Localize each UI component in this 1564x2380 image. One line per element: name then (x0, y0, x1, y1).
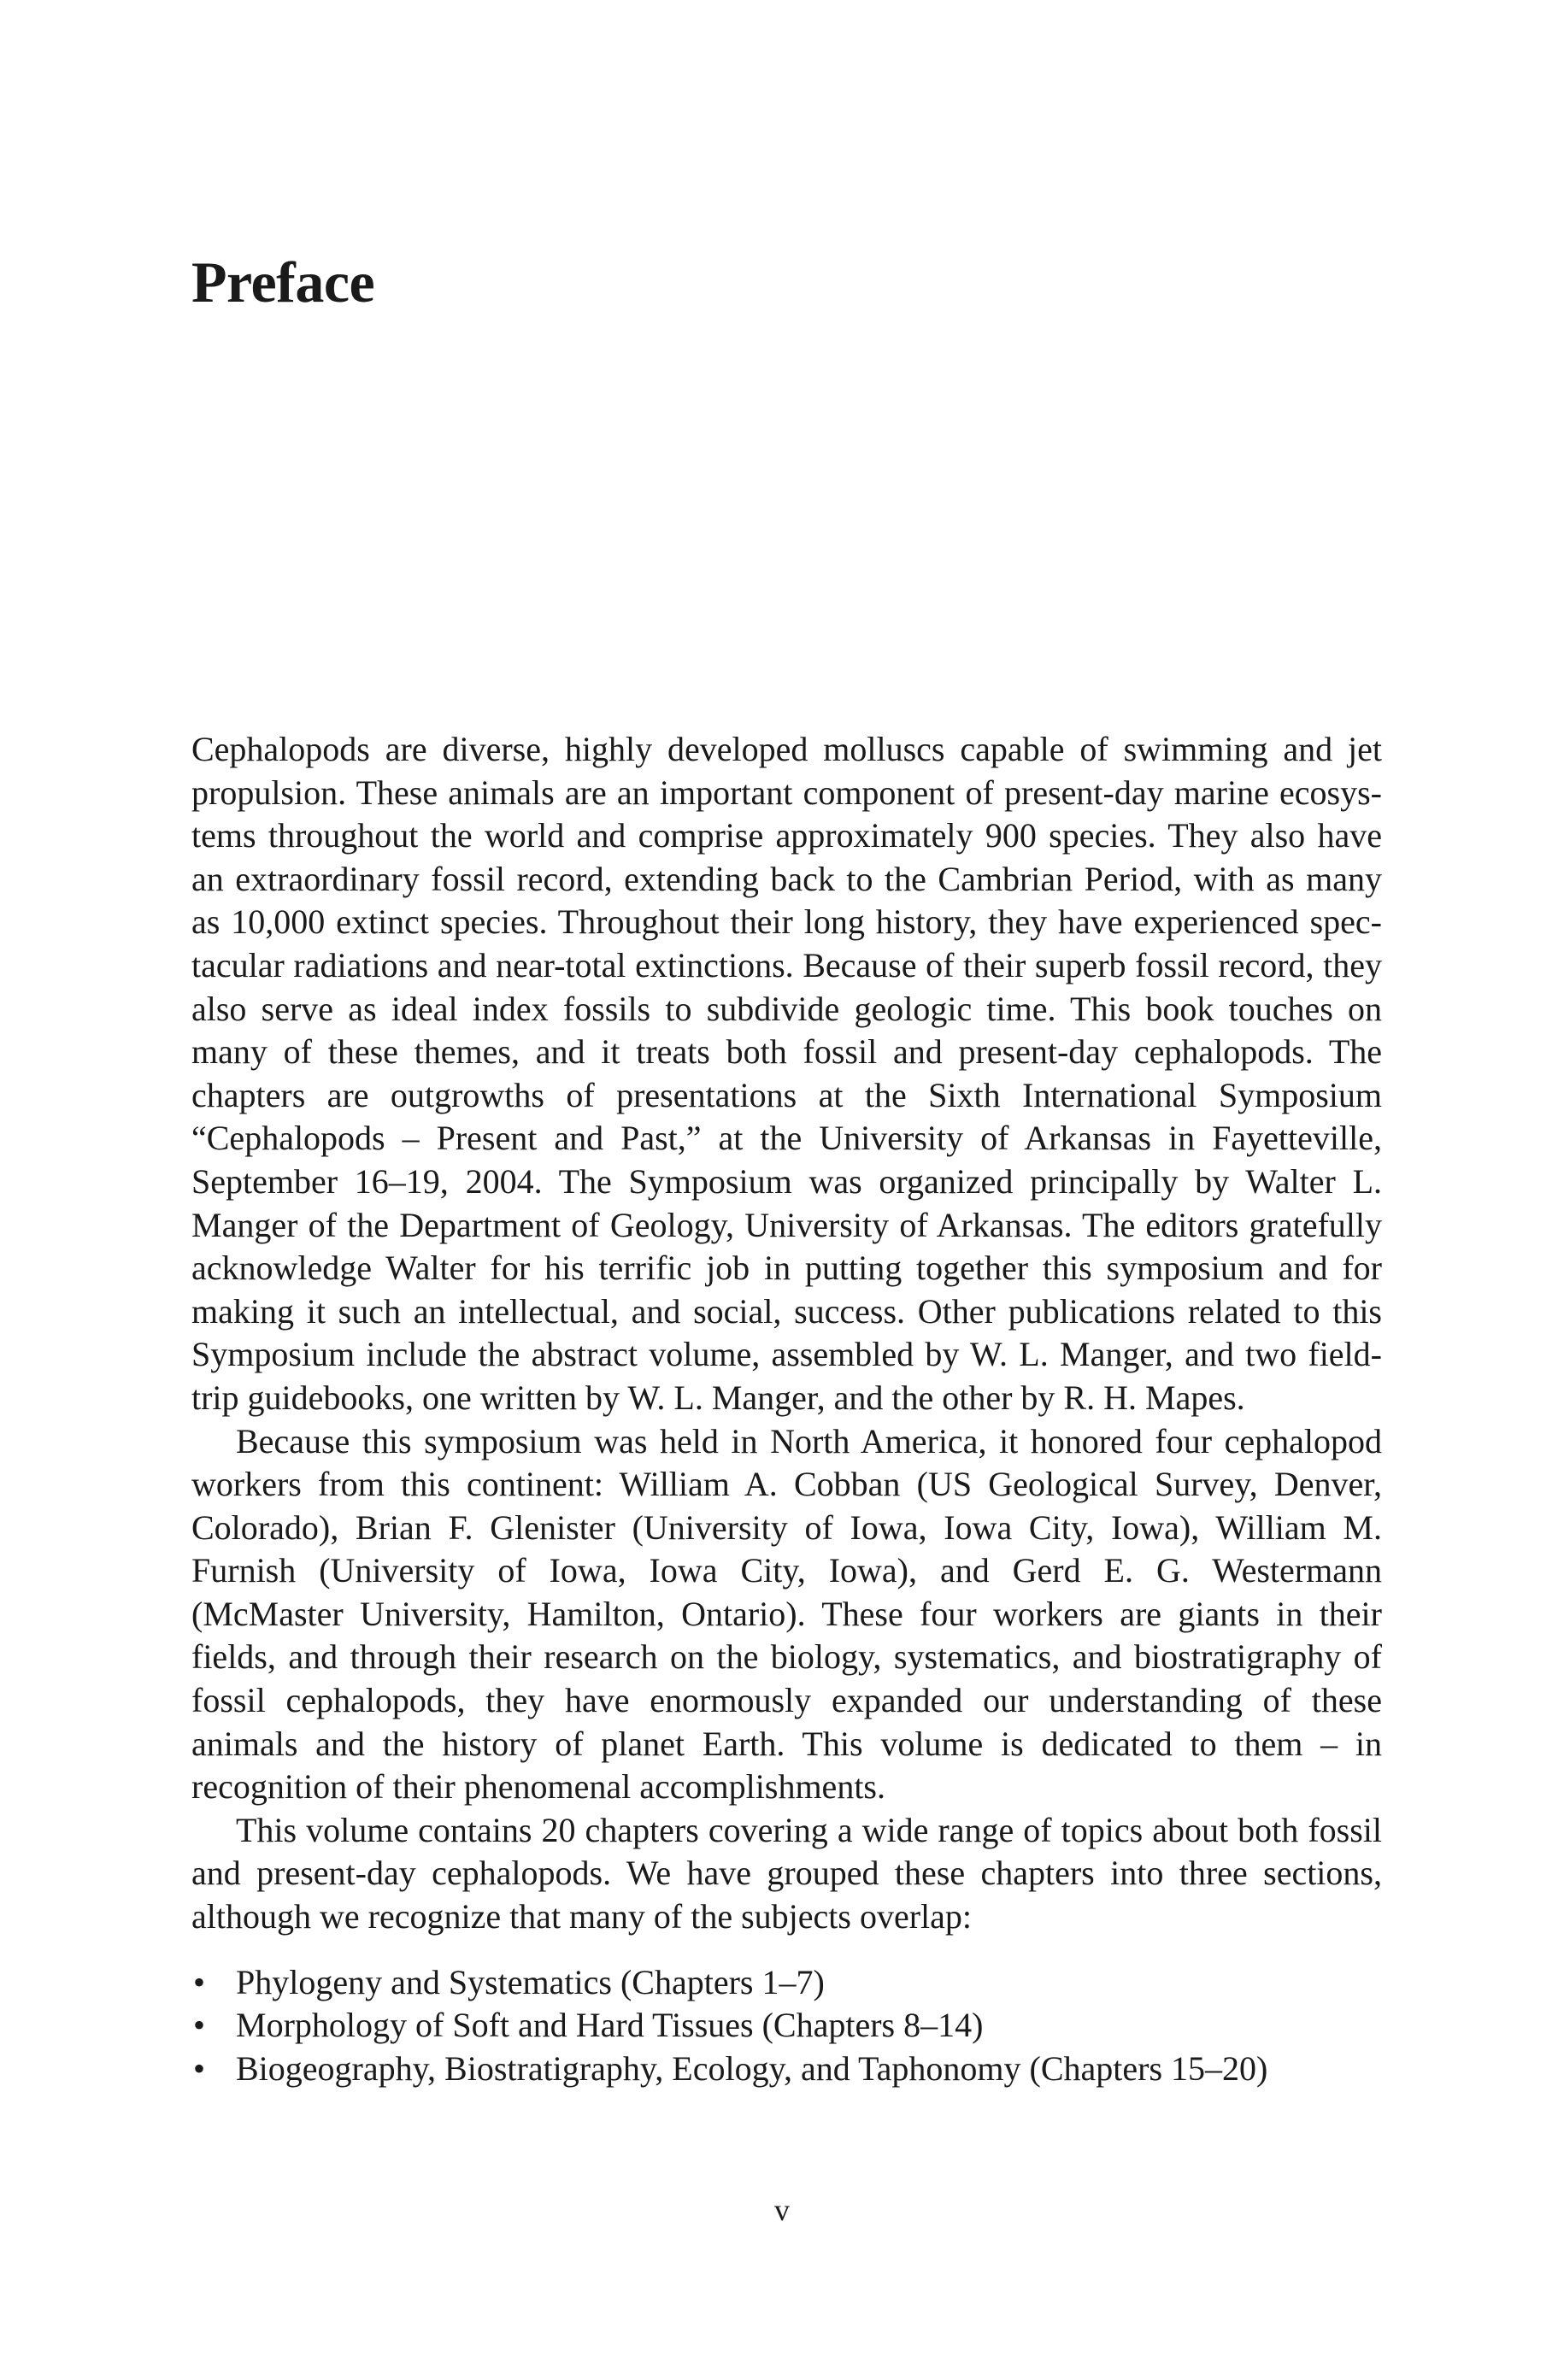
paragraph-contents: This volume contains 20 chapters covering a wide range of topics about both fossil and present-day cephalopods. We have grouped these chapters into three sections, although we recognize that many of the subjects overlap: (191, 1810, 1382, 1936)
list-item: • Phylogeny and Systematics (Chapters 1–7) (191, 1961, 1382, 2005)
page-title: Preface (191, 250, 375, 314)
section-list (191, 1961, 1382, 2091)
list-item: • Biogeography, Biostratigraphy, Ecology, and Taphonomy (Chapters 15–20) (191, 2048, 1382, 2091)
list-item: • Morphology of Soft and Hard Tissues (Chapters 8–14) (191, 2004, 1382, 2048)
preface-body (191, 728, 1382, 2090)
page-number: v (774, 2193, 790, 2227)
paragraph-intro: Cephalopods are diverse, highly developed molluscs capable of swimming and jet propulsion. These animals are an important component of present-day marine ecosystems throughout the world and comprise approximately 900 species. They also have an extraordinary fossil record, extending back to the Cambrian Period, with as many as 10,000 extinct species. Throughout their long history, they have experienced spectacular radiations and near-total extinctions. Because of their superb fossil record, they also serve as ideal index fossils to subdivide geologic time. This book touches on many of these themes, and it treats both fossil and present-day cephalopods. The chapters are outgrowths of presentations at the Sixth International Symposium “Cephalopods – Present and Past,” at the University of Arkansas in Fayetteville, September 16–19, 2004. The Symposium was organized principally by Walter L. Manger of the Department of Geology, University of Arkansas. The editors gratefully acknowledge Walter for his terrific job in putting together this symposium and for making it such an intellectual, and social, success. Other publications related to this Symposium include the abstract volume, assembled by W. L. Manger, and two field-trip guidebooks, one written by W. L. Manger, and the other by R. H. Mapes. (191, 730, 1382, 1417)
paragraph-honorees: Because this symposium was held in North America, it honored four cephalopod workers from this continent: William A. Cobban (US Geological Survey, Denver, Colorado), Brian F. Glenister (University of Iowa, Iowa City, Iowa), William M. Furnish (University of Iowa, Iowa City, Iowa), and Gerd E. G. Westermann (McMaster University, Hamilton, Ontario). These four workers are giants in their fields, and through their research on the biology, systematics, and biostratigraphy of fossil cephalopods, they have enormously expanded our understanding of these animals and the history of planet Earth. This volume is dedicated to them – in recognition of their phenomenal accomplishments. (191, 1421, 1382, 1807)
